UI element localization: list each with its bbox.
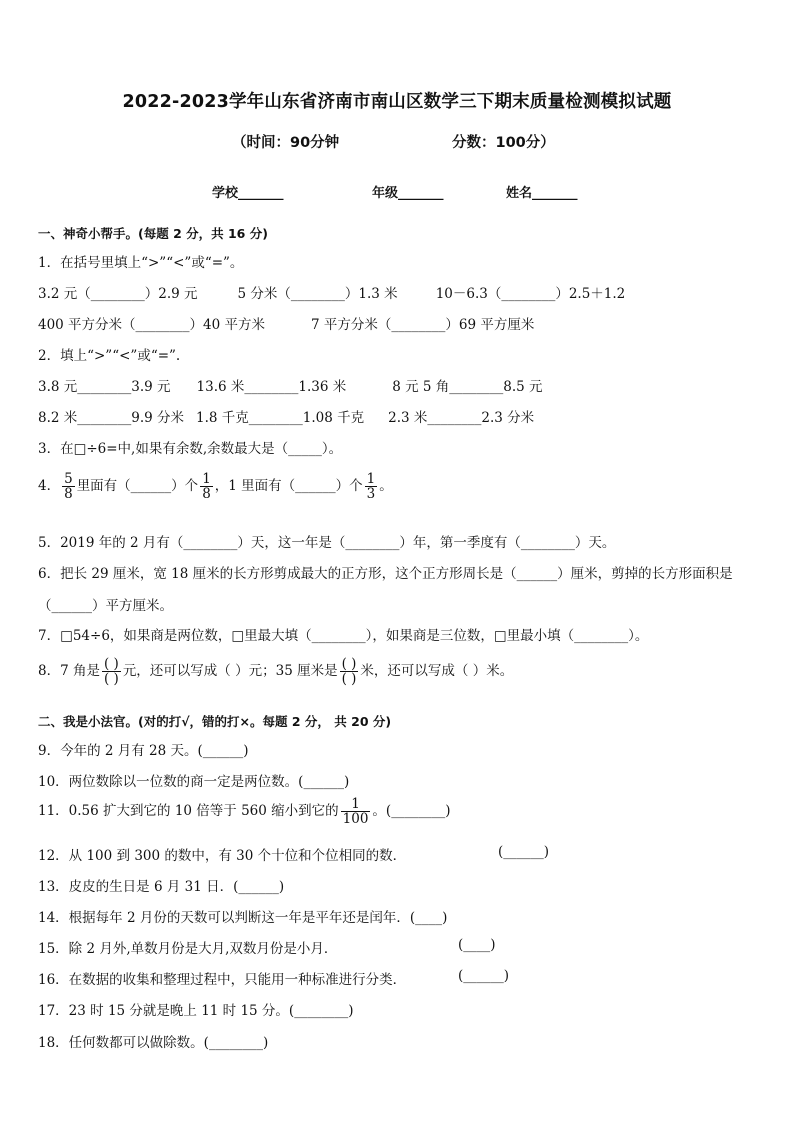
question-1-row-1 (38, 282, 625, 302)
question-14: 14．根据每年 2 月份的天数可以判断这一年是平年还是闰年．(____) (38, 910, 448, 926)
question-9: 9．今年的 2 月有 28 天。(______) (38, 743, 249, 759)
name-field: 姓名_______ (506, 186, 578, 201)
question-8-prefix: 8．7 角是 (38, 663, 100, 680)
fraction-1-100: $\frac{1}{100}$ (342, 796, 369, 828)
question-6-line-1: 6．把长 29 厘米，宽 18 厘米的长方形剪成最大的正方形，这个正方形周长是（______）厘米，剪掉的长方形面积是 (38, 566, 733, 582)
question-1-a: 3.2 元（________）2.9 元 (38, 286, 198, 302)
question-1-d: 400 平方分米（________）40 平方米 (38, 317, 266, 333)
question-2-c: 8 元 5 角________8.5 元 (392, 379, 543, 395)
question-5: 5．2019 年的 2 月有（________）天，这一年是（________）年，第一季度有（________）天。 (38, 535, 616, 551)
exam-score: 分数：100分） (452, 135, 555, 151)
question-1-row-2 (38, 313, 534, 333)
question-3: 3．在□÷6=中,如果有余数,余数最大是（_____）。 (38, 441, 343, 457)
question-4-mid-1: 里面有（______）个 (76, 478, 199, 495)
question-1-b: 5 分米（________）1.3 米 (237, 286, 398, 302)
question-4-mid-2: ，1 里面有（______）个 (214, 478, 363, 495)
fraction-blank-1: $\frac{( )}{( )}$ (103, 656, 119, 688)
fraction-blank-2: $\frac{( )}{( )}$ (341, 656, 357, 688)
question-8 (38, 657, 513, 686)
question-2-d: 8.2 米________9.9 分米 (38, 410, 185, 426)
page-title: 2022-2023学年山东省济南市南山区数学三下期末质量检测模拟试题 (122, 92, 672, 112)
question-4: 4． $\frac{5}{8}$ 里面有（______）个 $\frac{1}{8}$ ，1 里面有（______）个 $\frac{1}{3}$ 。 (38, 471, 393, 503)
question-2-f: 2.3 米________2.3 分米 (388, 410, 535, 426)
fraction-5-8: $\frac{5}{8}$ (64, 471, 73, 503)
question-1-stem: 1．在括号里填上“>”“<”或“=”。 (38, 255, 244, 271)
question-8-end: 米，还可以写成（ ）米。 (360, 663, 514, 680)
question-2-stem: 2．填上“>”“<”或“=”. (38, 348, 181, 364)
question-10: 10．两位数除以一位数的商一定是两位数。(______) (38, 774, 350, 790)
section-2-heading: 二、我是小法官。(对的打√，错的打×。每题 2 分， 共 20 分) (38, 714, 392, 729)
section-1-heading: 一、神奇小帮手。(每题 2 分，共 16 分) (38, 226, 268, 241)
question-7: 7．□54÷6，如果商是两位数，□里最大填（________），如果商是三位数，□里最小填（________）。 (38, 628, 649, 644)
question-2-row-1 (38, 375, 543, 395)
question-15: 15．除 2 月外,单数月份是大月,双数月份是小月． (38, 941, 338, 957)
grade-field: 年级_______ (372, 186, 444, 201)
question-18: 18．任何数都可以做除数。(________) (38, 1035, 269, 1051)
school-field: 学校_______ (212, 186, 284, 201)
question-12-answer: (______) (498, 844, 550, 860)
question-12: 12．从 100 到 300 的数中，有 30 个十位和个位相同的数． (38, 848, 407, 864)
question-11 (38, 797, 450, 826)
question-2-row-2 (38, 406, 534, 426)
question-4-prefix: 4． (38, 478, 61, 495)
question-17: 17．23 时 15 分就是晚上 11 时 15 分。(________) (38, 1003, 354, 1019)
fraction-1-3: $\frac{1}{3}$ (366, 471, 376, 503)
question-16: 16．在数据的收集和整理过程中，只能用一种标准进行分类． (38, 972, 407, 988)
question-11-text: 11．0.56 扩大到它的 10 倍等于 560 缩小到它的 (38, 803, 339, 820)
question-8-mid: 元，还可以写成（ ）元；35 厘米是 (122, 663, 338, 680)
exam-time: （时间：90分钟 (232, 135, 340, 151)
question-11-end: 。(________) (372, 803, 451, 820)
question-2-e: 1.8 千克________1.08 千克 (196, 410, 365, 426)
fraction-1-8: $\frac{1}{8}$ (202, 471, 211, 503)
question-1-c: 10－6.3（________）2.5＋1.2 (435, 286, 626, 302)
question-13: 13．皮皮的生日是 6 月 31 日．(______) (38, 879, 285, 895)
question-6-line-2: （______）平方厘米。 (38, 598, 173, 614)
question-1-e: 7 平方分米（________）69 平方厘米 (311, 317, 535, 333)
question-16-answer: (______) (458, 968, 510, 984)
question-2-a: 3.8 元________3.9 元 (38, 379, 171, 395)
question-15-answer: (____) (458, 937, 496, 953)
question-2-b: 13.6 米________1.36 米 (196, 379, 347, 395)
